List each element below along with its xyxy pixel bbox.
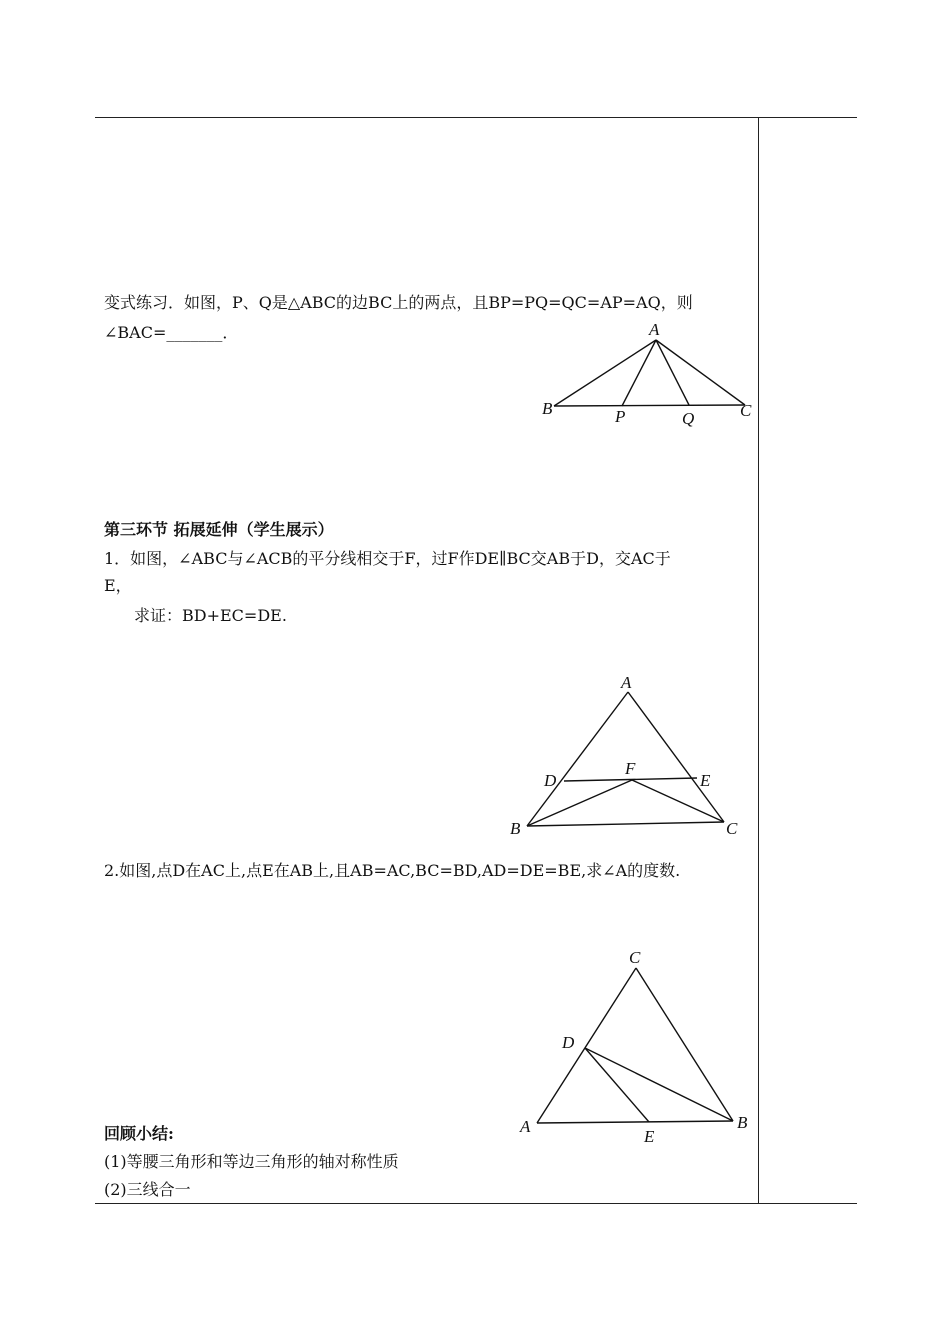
variant-exercise-line1: 变式练习．如图，P、Q是△ABC的边BC上的两点，且BP=PQ=QC=AP=AQ，则 [104, 293, 693, 312]
label-c: C [740, 401, 752, 420]
problem2-text: 2.如图,点D在AC上,点E在AB上,且AB=AC,BC=BD,AD=DE=BE,求∠A的度数. [104, 861, 681, 880]
label-e: E [644, 1127, 655, 1146]
segment-ca [537, 968, 636, 1123]
problem1-line1: 1．如图，∠ABC与∠ACB的平分线相交于F，过F作DE∥BC交AB于D，交AC于 [104, 549, 671, 568]
label-c: C [726, 819, 738, 838]
section3-title: 第三环节 拓展延伸（学生展示） [104, 520, 334, 539]
variant-exercise-line2: ∠BAC=_______． [104, 323, 239, 342]
label-b: B [510, 819, 521, 838]
label-b: B [737, 1113, 748, 1132]
label-c: C [629, 948, 641, 967]
segment-ab [537, 1121, 733, 1123]
label-p: P [615, 407, 626, 426]
label-f: F [625, 759, 636, 778]
segment-cb [636, 968, 733, 1121]
review-title: 回顾小结: [104, 1124, 174, 1143]
label-d: D [562, 1033, 575, 1052]
problem1-line3: 求证：BD+EC=DE. [134, 606, 287, 625]
review-item-2: (2)三线合一 [104, 1180, 191, 1199]
review-item-1: (1)等腰三角形和等边三角形的轴对称性质 [104, 1152, 399, 1171]
problem1-line2: E， [104, 576, 132, 595]
label-b: B [542, 399, 553, 418]
label-q: Q [682, 409, 695, 428]
segment-db [585, 1048, 733, 1121]
label-e: E [700, 771, 711, 790]
label-a: A [621, 673, 632, 692]
label-a: A [649, 320, 660, 339]
label-d: D [544, 771, 557, 790]
label-a: A [520, 1117, 531, 1136]
segment-de [585, 1048, 649, 1122]
